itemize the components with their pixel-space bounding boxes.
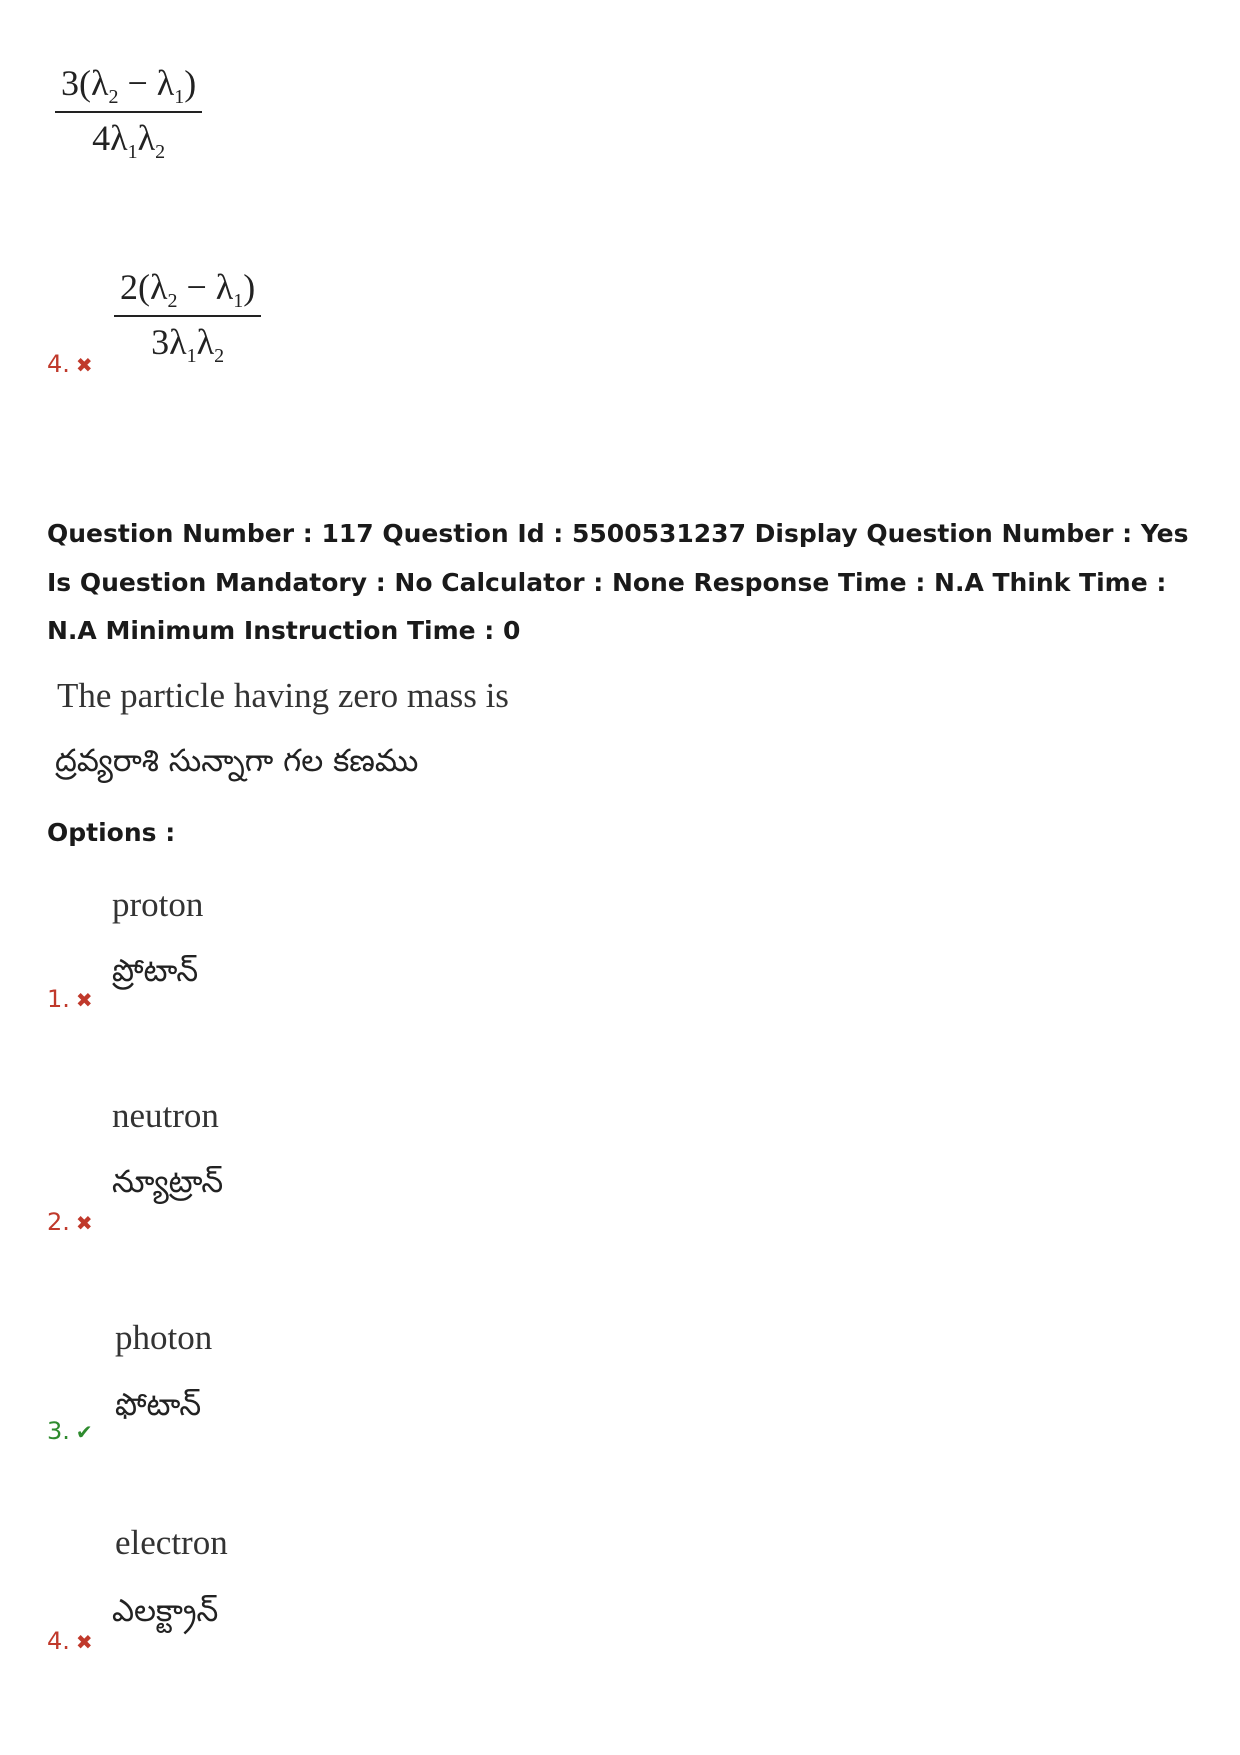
option2-text-telugu: న్యూట్రాన్ xyxy=(112,1164,224,1200)
formula-num-coef: 2 xyxy=(120,267,138,307)
formula-num-coef: 3 xyxy=(61,63,79,103)
option4-text-telugu: ఎలక్ట్రాన్ xyxy=(112,1593,219,1629)
option2-text-english: neutron xyxy=(112,1096,219,1135)
option2-number-row xyxy=(47,1208,93,1236)
option3-number-row xyxy=(47,1417,93,1445)
cross-icon: ✖ xyxy=(75,1630,93,1654)
check-icon: ✔ xyxy=(75,1420,93,1444)
option1-number-row xyxy=(47,985,93,1013)
formula-den-coef: 3 xyxy=(151,322,170,363)
prev-option4-formula: $2(\lambda_2 - \lambda_1)$ $3\lambda_1\lambda_2$ xyxy=(114,266,261,368)
formula-den-coef: 4 xyxy=(92,118,111,159)
options-label: Options : xyxy=(47,818,176,847)
question-text-telugu: ద్రవ్యరాశి సున్నాగా గల కణము xyxy=(55,743,419,779)
option-number: 4. xyxy=(47,350,70,378)
option4-number-row xyxy=(47,1627,93,1655)
cross-icon: ✖ xyxy=(75,353,93,377)
option1-text-telugu: ప్రోటాన్ xyxy=(112,953,199,989)
option-number: 2. xyxy=(47,1208,70,1236)
option3-text-telugu: ఫోటాన్ xyxy=(115,1387,202,1423)
option4-text-english: electron xyxy=(115,1523,228,1562)
question-meta: Question Number : 117 Question Id : 5500531237 Display Question Number : Yes Is Question Mandatory : No Calculator : None Response Time : N.A Think Time : N.A Minimum Instruction Time : 0 xyxy=(47,519,1189,645)
option-number: 3. xyxy=(47,1417,70,1445)
option3-text-english: photon xyxy=(115,1318,213,1357)
option-number: 1. xyxy=(47,985,70,1013)
option-number: 4. xyxy=(47,1627,70,1655)
prev-option3-formula: $3(\lambda_2 - \lambda_1)$ $4\lambda_1\lambda_2$ xyxy=(55,62,202,164)
cross-icon: ✖ xyxy=(75,1211,93,1235)
cross-icon: ✖ xyxy=(75,988,93,1012)
option1-text-english: proton xyxy=(112,885,204,924)
question-text-english: The particle having zero mass is xyxy=(57,676,509,715)
prev-option4-number-row xyxy=(47,350,93,378)
